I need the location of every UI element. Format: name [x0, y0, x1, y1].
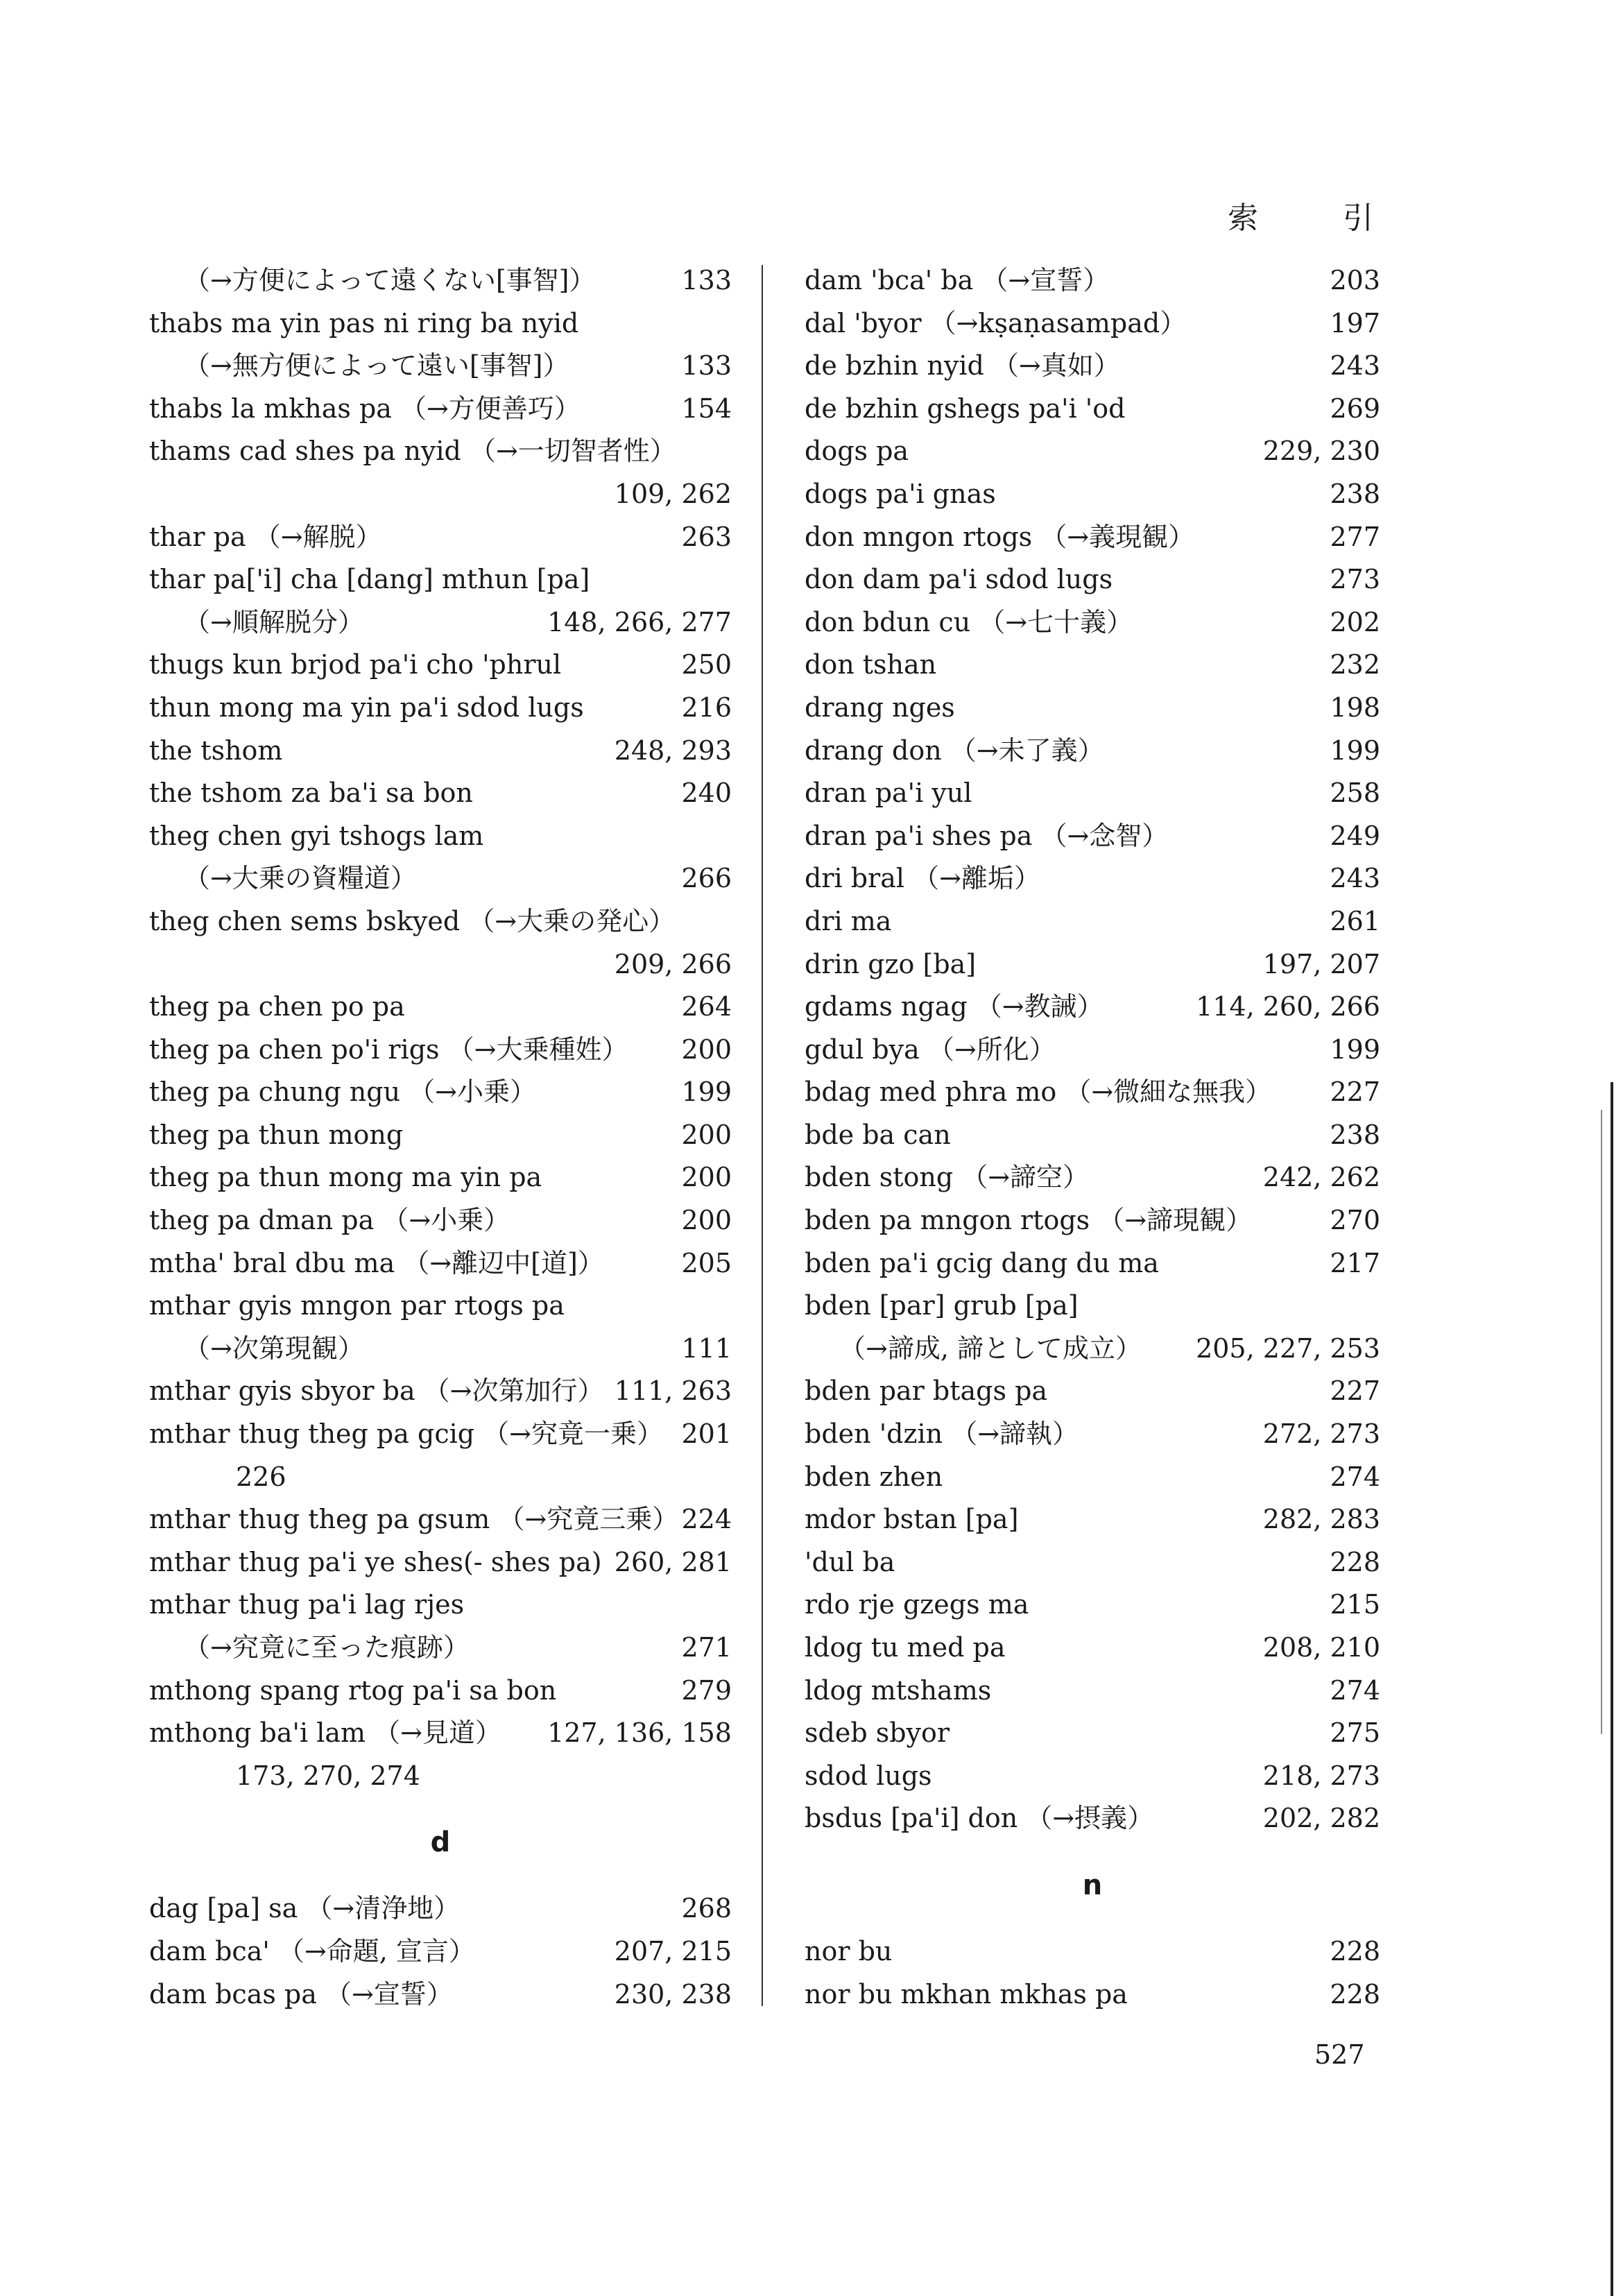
entry-pages: 209, 266	[614, 948, 732, 979]
entry-pages: 133	[681, 265, 732, 295]
index-entry	[805, 1285, 1380, 1328]
entry-pages: 240	[681, 778, 732, 809]
entry-pages: 198	[1330, 692, 1380, 723]
index-entry	[805, 558, 1380, 601]
entry-term: bden [par] grub [pa]	[805, 1290, 1079, 1321]
index-entry	[805, 1973, 1380, 2016]
entry-pages: 228	[1330, 1935, 1380, 1967]
entry-term: thar pa['i] cha [dang] mthun [pa]	[149, 564, 590, 595]
entry-pages: 243	[1330, 863, 1380, 894]
index-entry	[805, 1755, 1380, 1798]
entry-pages: 249	[1330, 820, 1380, 851]
index-entry	[149, 1584, 732, 1627]
entry-pages: 202	[1330, 606, 1380, 637]
entry-pages: 243	[1330, 350, 1380, 382]
index-entry	[805, 1712, 1380, 1755]
index-entry	[805, 259, 1380, 302]
entry-pages: 273	[1330, 564, 1380, 595]
entry-pages: 275	[1330, 1717, 1380, 1749]
index-entry	[805, 516, 1380, 559]
index-entry	[149, 730, 732, 773]
index-entry	[149, 1712, 732, 1755]
entry-pages: 242, 262	[1262, 1162, 1380, 1193]
entry-pages: 197, 207	[1262, 948, 1380, 979]
right-column	[805, 259, 1380, 2016]
entry-term: mtha' bral dbu ma （→離辺中[道]）	[149, 1247, 604, 1278]
entry-pages: 274	[1330, 1674, 1380, 1706]
index-entry	[805, 1456, 1380, 1499]
index-entry	[805, 1413, 1380, 1456]
entry-term: bdag med phra mo （→微細な無我）	[805, 1077, 1272, 1108]
index-entry	[149, 430, 732, 473]
entry-term: （→方便によって遠くない[事智]）	[184, 265, 596, 295]
entry-term: （→諦成, 諦として成立）	[839, 1333, 1142, 1364]
index-entry	[805, 900, 1380, 943]
index-entry	[805, 857, 1380, 900]
column-divider	[762, 265, 763, 2006]
index-entry	[805, 1156, 1380, 1199]
entry-term: theg pa chung ngu （→小乗）	[149, 1077, 536, 1108]
index-entry	[149, 1627, 732, 1670]
index-entry	[805, 345, 1380, 388]
entry-term: bsdus [pa'i] don （→摂義）	[805, 1803, 1154, 1834]
left-column	[149, 259, 732, 2016]
entry-term: nor bu	[805, 1935, 893, 1967]
entry-pages: 201	[681, 1419, 732, 1450]
index-entry	[149, 815, 732, 858]
entry-pages: 154	[681, 393, 732, 424]
entry-pages: 261	[1330, 905, 1380, 936]
index-entry	[805, 1242, 1380, 1285]
entry-term: don bdun cu （→七十義）	[805, 606, 1133, 637]
entry-term: dag [pa] sa （→清浄地）	[149, 1893, 461, 1924]
index-entry	[149, 1370, 732, 1413]
entry-term: dam bca' （→命題, 宣言）	[149, 1935, 475, 1967]
entry-pages: 277	[1330, 521, 1380, 552]
entry-term: dogs pa	[805, 436, 909, 467]
index-entry	[805, 772, 1380, 815]
index-entry	[149, 687, 732, 730]
entry-term: mthar thug pa'i ye shes(- shes pa)	[149, 1546, 602, 1577]
entry-term: drang nges	[805, 692, 955, 723]
entry-pages: 111	[681, 1333, 732, 1364]
section-letter: d	[430, 1826, 451, 1859]
index-entry	[805, 1670, 1380, 1713]
entry-pages: 199	[681, 1077, 732, 1108]
entry-term: don tshan	[805, 649, 937, 680]
entry-pages: 200	[681, 1034, 732, 1065]
index-entry	[805, 388, 1380, 431]
entry-term: thabs ma yin pas ni ring ba nyid	[149, 307, 579, 339]
entry-pages: 279	[681, 1674, 732, 1706]
entry-term: gdul bya （→所化）	[805, 1034, 1056, 1065]
entry-pages: 282, 283	[1262, 1504, 1380, 1535]
index-entry	[805, 1627, 1380, 1670]
entry-pages: 200	[681, 1162, 732, 1193]
header-char-left: 索	[1228, 200, 1258, 236]
entry-pages: 238	[1330, 478, 1380, 509]
entry-term: mdor bstan [pa]	[805, 1504, 1019, 1535]
index-entry	[805, 1071, 1380, 1114]
index-entry	[149, 1114, 732, 1157]
entry-pages: 228	[1330, 1978, 1380, 2010]
entry-pages: 205	[681, 1247, 732, 1278]
index-entry	[149, 473, 732, 516]
index-entry	[805, 1370, 1380, 1413]
entry-pages: 228	[1330, 1546, 1380, 1577]
index-entry	[805, 1498, 1380, 1541]
entry-term: mthar thug theg pa gcig （→究竟一乗）	[149, 1419, 664, 1450]
entry-pages: 270	[1330, 1205, 1380, 1236]
entry-pages: 258	[1330, 778, 1380, 809]
header-char-right: 引	[1343, 200, 1373, 236]
index-entry	[805, 1199, 1380, 1242]
entry-term: sdod lugs	[805, 1760, 932, 1791]
entry-term: rdo rje gzegs ma	[805, 1589, 1029, 1620]
page-edge-shadow	[1611, 1082, 1613, 2296]
page-number: 527	[1314, 2039, 1365, 2070]
entry-term: bden stong （→諦空）	[805, 1162, 1090, 1193]
entry-term: 226	[236, 1461, 286, 1492]
entry-term: （→無方便によって遠い[事智]）	[184, 350, 569, 382]
index-entry	[149, 1456, 732, 1499]
entry-pages: 127, 136, 158	[547, 1717, 732, 1749]
entry-pages: 266	[681, 863, 732, 894]
index-entry	[805, 730, 1380, 773]
index-entry	[149, 388, 732, 431]
entry-term: the tshom	[149, 735, 283, 766]
index-entry	[805, 1328, 1380, 1371]
index-entry	[149, 601, 732, 644]
entry-term: （→究竟に至った痕跡）	[184, 1632, 470, 1663]
index-entry	[805, 815, 1380, 858]
index-entry	[149, 345, 732, 388]
entry-term: bde ba can	[805, 1119, 951, 1150]
entry-pages: 264	[681, 991, 732, 1022]
entry-term: sdeb sbyor	[805, 1717, 950, 1749]
entry-term: 'dul ba	[805, 1546, 895, 1577]
entry-pages: 260, 281	[614, 1546, 732, 1577]
entry-term: thabs la mkhas pa （→方便善巧）	[149, 393, 581, 424]
index-entry	[149, 857, 732, 900]
index-entry	[149, 558, 732, 601]
entry-pages: 109, 262	[614, 478, 732, 509]
index-entry	[805, 473, 1380, 516]
index-entry	[805, 687, 1380, 730]
entry-term: mthar thug pa'i lag rjes	[149, 1589, 465, 1620]
entry-pages: 202, 282	[1262, 1803, 1380, 1834]
entry-term: ldog mtshams	[805, 1674, 992, 1706]
index-entry	[805, 601, 1380, 644]
entry-pages: 230, 238	[614, 1978, 732, 2010]
index-entry	[805, 1797, 1380, 1840]
entry-term: bden pa'i gcig dang du ma	[805, 1247, 1159, 1278]
index-entry	[149, 1498, 732, 1541]
index-entry	[805, 430, 1380, 473]
entry-pages: 208, 210	[1262, 1632, 1380, 1663]
index-entry	[149, 943, 732, 986]
index-entry	[149, 1242, 732, 1285]
entry-term: dran pa'i yul	[805, 778, 972, 809]
entry-pages: 248, 293	[614, 735, 732, 766]
entry-term: de bzhin gshegs pa'i 'od	[805, 393, 1126, 424]
entry-pages: 218, 273	[1262, 1760, 1380, 1791]
entry-term: 173, 270, 274	[236, 1760, 420, 1791]
index-entry	[805, 302, 1380, 345]
index-entry	[149, 1285, 732, 1328]
entry-term: thams cad shes pa nyid （→一切智者性）	[149, 436, 676, 467]
entry-term: dam bcas pa （→宣誓）	[149, 1978, 453, 2010]
entry-term: dri ma	[805, 905, 892, 936]
index-entry	[149, 986, 732, 1029]
section-letter: n	[1082, 1869, 1103, 1901]
entry-pages: 271	[681, 1632, 732, 1663]
index-entry	[149, 772, 732, 815]
entry-pages: 268	[681, 1893, 732, 1924]
entry-pages: 269	[1330, 393, 1380, 424]
entry-term: dogs pa'i gnas	[805, 478, 996, 509]
index-entry	[805, 1541, 1380, 1584]
index-entry	[805, 1029, 1380, 1072]
entry-pages: 199	[1330, 1034, 1380, 1065]
entry-term: theg pa chen po'i rigs （→大乗種姓）	[149, 1034, 628, 1065]
entry-term: mthar thug theg pa gsum （→究竟三乗）	[149, 1504, 679, 1535]
entry-term: dal 'byor （→kṣaṇasampad）	[805, 307, 1187, 339]
entry-term: drang don （→未了義）	[805, 735, 1104, 766]
entry-pages: 238	[1330, 1119, 1380, 1150]
index-entry	[149, 1541, 732, 1584]
entry-pages: 227	[1330, 1376, 1380, 1407]
entry-pages: 217	[1330, 1247, 1380, 1278]
index-entry	[149, 644, 732, 687]
entry-pages: 148, 266, 277	[547, 606, 732, 637]
entry-term: bden 'dzin （→諦執）	[805, 1419, 1079, 1450]
index-entry	[149, 1199, 732, 1242]
index-entry	[149, 1670, 732, 1713]
entry-term: the tshom za ba'i sa bon	[149, 778, 473, 809]
entry-term: thun mong ma yin pa'i sdod lugs	[149, 692, 584, 723]
index-entry	[149, 1071, 732, 1114]
entry-pages: 199	[1330, 735, 1380, 766]
entry-term: drin gzo [ba]	[805, 948, 977, 979]
page-edge-line	[1601, 1110, 1602, 1734]
entry-term: theg pa chen po pa	[149, 991, 405, 1022]
entry-term: theg chen sems bskyed （→大乗の発心）	[149, 905, 676, 936]
entry-term: theg pa thun mong ma yin pa	[149, 1162, 542, 1193]
index-entry	[149, 1029, 732, 1072]
entry-pages: 114, 260, 266	[1196, 991, 1380, 1022]
entry-term: （→大乗の資糧道）	[184, 863, 417, 894]
entry-pages: 250	[681, 649, 732, 680]
index-entry	[805, 644, 1380, 687]
entry-term: ldog tu med pa	[805, 1632, 1006, 1663]
index-entry	[805, 1930, 1380, 1973]
entry-term: bden zhen	[805, 1461, 943, 1492]
entry-pages: 197	[1330, 307, 1380, 339]
entry-pages: 229, 230	[1262, 436, 1380, 467]
entry-pages: 203	[1330, 265, 1380, 295]
entry-pages: 200	[681, 1119, 732, 1150]
entry-pages: 133	[681, 350, 732, 382]
entry-term: theg pa thun mong	[149, 1119, 404, 1150]
index-entry	[149, 1887, 732, 1930]
index-entry	[149, 1328, 732, 1371]
index-entry	[805, 943, 1380, 986]
entry-term: bden par btags pa	[805, 1376, 1048, 1407]
entry-term: dam 'bca' ba （→宣誓）	[805, 265, 1110, 295]
entry-term: de bzhin nyid （→真如）	[805, 350, 1120, 382]
entry-term: mthong spang rtog pa'i sa bon	[149, 1674, 557, 1706]
entry-term: theg chen gyi tshogs lam	[149, 820, 484, 851]
entry-term: dran pa'i shes pa （→念智）	[805, 820, 1169, 851]
index-entry	[149, 1156, 732, 1199]
index-entry	[149, 900, 732, 943]
entry-term: bden pa mngon rtogs （→諦現観）	[805, 1205, 1253, 1236]
index-entry	[149, 1930, 732, 1973]
entry-pages: 224	[681, 1504, 732, 1535]
entry-pages: 263	[681, 521, 732, 552]
entry-term: mthar gyis mngon par rtogs pa	[149, 1290, 565, 1321]
entry-term: dri bral （→離垢）	[805, 863, 1040, 894]
index-entry	[149, 516, 732, 559]
entry-pages: 205, 227, 253	[1196, 1333, 1380, 1364]
index-entry	[805, 986, 1380, 1029]
entry-pages: 111, 263	[614, 1376, 732, 1407]
entry-term: don dam pa'i sdod lugs	[805, 564, 1113, 595]
entry-term: gdams ngag （→教誡）	[805, 991, 1104, 1022]
entry-term: theg pa dman pa （→小乗）	[149, 1205, 510, 1236]
running-header	[1228, 193, 1373, 237]
entry-pages: 207, 215	[614, 1935, 732, 1967]
index-entry	[805, 1584, 1380, 1627]
entry-term: don mngon rtogs （→義現観）	[805, 521, 1195, 552]
entry-term: mthar gyis sbyor ba （→次第加行）	[149, 1376, 604, 1407]
entry-term: （→順解脱分）	[184, 606, 364, 637]
index-entry	[805, 1114, 1380, 1157]
entry-pages: 216	[681, 692, 732, 723]
entry-pages: 227	[1330, 1077, 1380, 1108]
entry-pages: 200	[681, 1205, 732, 1236]
entry-term: thugs kun brjod pa'i cho 'phrul	[149, 649, 562, 680]
entry-pages: 272, 273	[1262, 1419, 1380, 1450]
index-entry	[149, 302, 732, 345]
entry-pages: 215	[1330, 1589, 1380, 1620]
entry-pages: 232	[1330, 649, 1380, 680]
index-entry	[149, 1973, 732, 2016]
entry-term: mthong ba'i lam （→見道）	[149, 1717, 501, 1749]
entry-pages: 274	[1330, 1461, 1380, 1492]
entry-term: nor bu mkhan mkhas pa	[805, 1978, 1128, 2010]
index-entry	[149, 1413, 732, 1456]
entry-term: thar pa （→解脱）	[149, 521, 382, 552]
entry-term: （→次第現観）	[184, 1333, 364, 1364]
index-entry	[149, 1755, 732, 1798]
index-entry	[149, 259, 732, 302]
